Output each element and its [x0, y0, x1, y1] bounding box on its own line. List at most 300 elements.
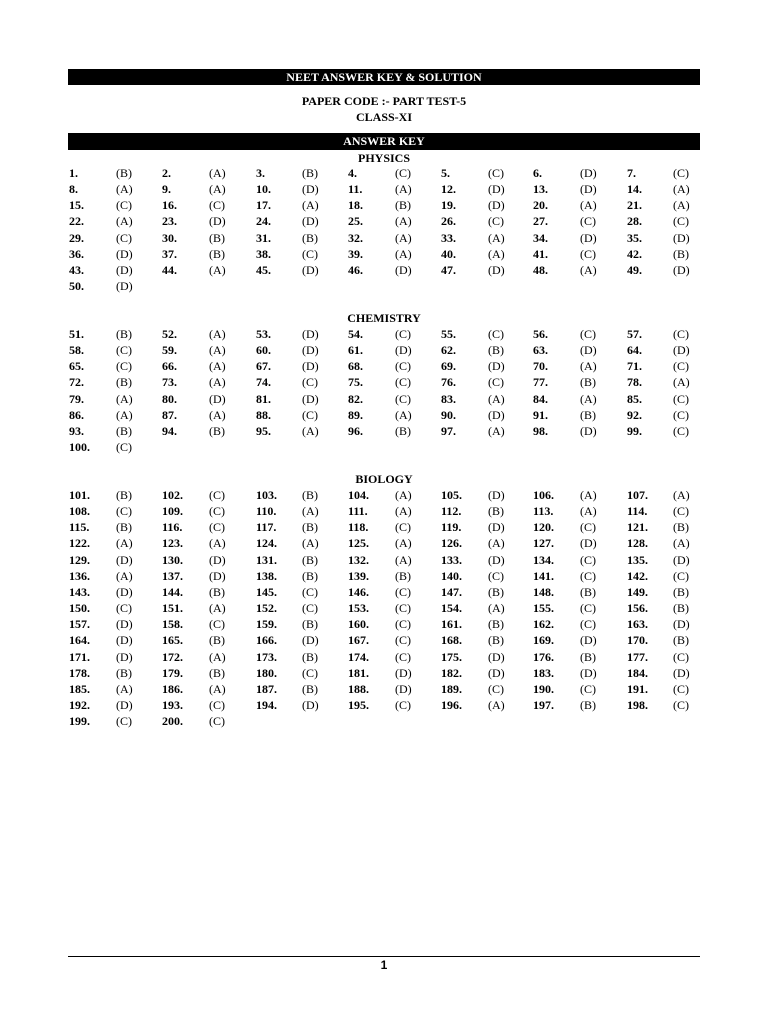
question-number: 130. — [162, 552, 183, 567]
answer-option: (C) — [302, 584, 318, 599]
answer-option: (D) — [209, 214, 226, 229]
answer-option: (A) — [580, 262, 597, 277]
question-number: 126. — [441, 536, 462, 551]
answer-option: (B) — [302, 568, 318, 583]
answer-option: (C) — [673, 681, 689, 696]
question-number: 49. — [627, 262, 642, 277]
question-number: 83. — [441, 391, 456, 406]
answer-option: (A) — [209, 649, 226, 664]
answer-option: (D) — [302, 697, 319, 712]
answer-option: (B) — [209, 230, 225, 245]
question-number: 51. — [69, 327, 84, 341]
question-number: 111. — [348, 504, 368, 519]
question-number: 91. — [533, 407, 548, 422]
question-number: 106. — [533, 488, 554, 502]
question-number: 112. — [441, 504, 462, 519]
answer-option: (A) — [209, 343, 226, 358]
answer-option: (D) — [488, 665, 505, 680]
answer-option: (A) — [116, 681, 133, 696]
question-number: 61. — [348, 343, 363, 358]
question-number: 149. — [627, 584, 648, 599]
question-number: 161. — [441, 617, 462, 632]
question-number: 24. — [256, 214, 271, 229]
question-number: 173. — [256, 649, 277, 664]
answer-option: (A) — [395, 407, 412, 422]
answer-option: (B) — [302, 681, 318, 696]
question-number: 23. — [162, 214, 177, 229]
question-number: 13. — [533, 182, 548, 197]
question-number: 38. — [256, 246, 271, 261]
question-number: 34. — [533, 230, 548, 245]
answer-option: (A) — [673, 536, 690, 551]
question-number: 150. — [69, 601, 90, 616]
question-number: 5. — [441, 166, 450, 180]
question-number: 192. — [69, 697, 90, 712]
question-number: 180. — [256, 665, 277, 680]
section-title-chemistry: CHEMISTRY — [347, 311, 421, 325]
answer-option: (C) — [673, 504, 689, 519]
answer-option: (B) — [580, 584, 596, 599]
question-number: 119. — [441, 520, 462, 535]
answer-option: (B) — [580, 697, 596, 712]
answer-option: (C) — [673, 649, 689, 664]
answer-option: (A) — [209, 166, 226, 180]
question-number: 36. — [69, 246, 84, 261]
answer-option: (D) — [209, 568, 226, 583]
question-number: 47. — [441, 262, 456, 277]
answer-option: (C) — [673, 166, 689, 180]
question-number: 8. — [69, 182, 78, 197]
answer-option: (D) — [302, 327, 319, 341]
answer-option: (B) — [395, 568, 411, 583]
question-number: 80. — [162, 391, 177, 406]
answer-option: (D) — [395, 262, 412, 277]
question-number: 132. — [348, 552, 369, 567]
answer-option: (C) — [302, 246, 318, 261]
answer-option: (C) — [580, 327, 596, 341]
question-number: 193. — [162, 697, 183, 712]
answer-option: (C) — [580, 246, 596, 261]
question-number: 78. — [627, 375, 642, 390]
question-number: 74. — [256, 375, 271, 390]
answer-option: (A) — [116, 391, 133, 406]
answer-option: (C) — [395, 584, 411, 599]
question-number: 163. — [627, 617, 648, 632]
answer-option: (B) — [116, 423, 132, 438]
question-number: 14. — [627, 182, 642, 197]
answer-option: (D) — [302, 182, 319, 197]
question-number: 148. — [533, 584, 554, 599]
answer-option: (D) — [488, 552, 505, 567]
answer-option: (A) — [209, 601, 226, 616]
answer-option: (C) — [395, 166, 411, 180]
question-number: 86. — [69, 407, 84, 422]
question-number: 54. — [348, 327, 363, 341]
question-number: 45. — [256, 262, 271, 277]
answer-option: (A) — [395, 536, 412, 551]
answer-option: (C) — [673, 359, 689, 374]
answer-option: (C) — [488, 214, 504, 229]
question-number: 137. — [162, 568, 183, 583]
question-number: 56. — [533, 327, 548, 341]
answer-option: (D) — [116, 279, 133, 294]
answer-option: (D) — [209, 552, 226, 567]
answer-option: (D) — [580, 633, 597, 648]
question-number: 117. — [256, 520, 277, 535]
answer-option: (C) — [116, 601, 132, 616]
answer-option: (A) — [116, 536, 133, 551]
question-number: 6. — [533, 166, 542, 180]
question-number: 87. — [162, 407, 177, 422]
answer-option: (A) — [673, 375, 690, 390]
question-number: 115. — [69, 520, 90, 535]
answer-option: (D) — [673, 262, 690, 277]
answer-option: (A) — [302, 423, 319, 438]
answer-option: (D) — [580, 343, 597, 358]
question-number: 165. — [162, 633, 183, 648]
question-number: 159. — [256, 617, 277, 632]
answer-option: (D) — [209, 391, 226, 406]
question-number: 196. — [441, 697, 462, 712]
question-number: 177. — [627, 649, 648, 664]
answer-option: (C) — [488, 681, 504, 696]
question-number: 84. — [533, 391, 548, 406]
answer-option: (D) — [302, 262, 319, 277]
answer-option: (C) — [116, 440, 132, 455]
answer-option: (C) — [673, 327, 689, 341]
answer-option: (D) — [488, 359, 505, 374]
answer-option: (D) — [673, 665, 690, 680]
question-number: 182. — [441, 665, 462, 680]
answer-option: (A) — [488, 230, 505, 245]
question-number: 96. — [348, 423, 363, 438]
answer-option: (A) — [116, 407, 133, 422]
question-number: 157. — [69, 617, 90, 632]
question-number: 40. — [441, 246, 456, 261]
question-number: 188. — [348, 681, 369, 696]
question-number: 97. — [441, 423, 456, 438]
answer-option: (C) — [580, 214, 596, 229]
question-number: 35. — [627, 230, 642, 245]
answer-option: (D) — [488, 488, 505, 502]
answer-option: (D) — [116, 649, 133, 664]
paper-code: PAPER CODE :- PART TEST-5 — [301, 94, 467, 108]
answer-option: (C) — [580, 568, 596, 583]
answer-option: (A) — [395, 552, 412, 567]
answer-option: (D) — [116, 246, 133, 261]
question-number: 198. — [627, 697, 648, 712]
answer-option: (B) — [673, 246, 689, 261]
question-number: 116. — [162, 520, 183, 535]
answer-option: (B) — [302, 617, 318, 632]
answer-option: (C) — [673, 407, 689, 422]
answer-option: (B) — [116, 488, 132, 502]
answer-option: (B) — [580, 375, 596, 390]
question-number: 160. — [348, 617, 369, 632]
question-number: 22. — [69, 214, 84, 229]
question-number: 70. — [533, 359, 548, 374]
answer-option: (A) — [302, 504, 319, 519]
question-number: 11. — [348, 182, 363, 197]
answer-option: (D) — [488, 198, 505, 213]
answer-option: (C) — [395, 391, 411, 406]
answer-option: (C) — [580, 681, 596, 696]
question-number: 125. — [348, 536, 369, 551]
answer-option: (A) — [488, 246, 505, 261]
question-number: 67. — [256, 359, 271, 374]
question-number: 107. — [627, 488, 648, 502]
answer-option: (A) — [302, 198, 319, 213]
answer-option: (C) — [116, 359, 132, 374]
answer-option: (B) — [673, 584, 689, 599]
answer-option: (C) — [395, 617, 411, 632]
question-number: 124. — [256, 536, 277, 551]
answer-option: (B) — [488, 343, 504, 358]
question-number: 65. — [69, 359, 84, 374]
answer-option: (D) — [302, 391, 319, 406]
question-number: 155. — [533, 601, 554, 616]
answer-option: (B) — [116, 166, 132, 180]
question-number: 141. — [533, 568, 554, 583]
question-number: 100. — [69, 440, 90, 455]
question-number: 58. — [69, 343, 84, 358]
question-number: 127. — [533, 536, 554, 551]
question-number: 43. — [69, 262, 84, 277]
answer-option: (A) — [209, 359, 226, 374]
question-number: 3. — [256, 166, 265, 180]
answer-option: (D) — [580, 665, 597, 680]
answer-option: (B) — [209, 633, 225, 648]
answer-option: (C) — [673, 214, 689, 229]
question-number: 166. — [256, 633, 277, 648]
answer-option: (B) — [488, 504, 504, 519]
question-number: 118. — [348, 520, 369, 535]
answer-option: (D) — [488, 649, 505, 664]
question-number: 60. — [256, 343, 271, 358]
answer-option: (B) — [580, 649, 596, 664]
answer-option: (C) — [673, 391, 689, 406]
question-number: 9. — [162, 182, 171, 197]
question-number: 57. — [627, 327, 642, 341]
question-number: 55. — [441, 327, 456, 341]
question-number: 98. — [533, 423, 548, 438]
answer-option: (C) — [488, 568, 504, 583]
question-number: 184. — [627, 665, 648, 680]
question-number: 197. — [533, 697, 554, 712]
question-number: 46. — [348, 262, 363, 277]
question-number: 176. — [533, 649, 554, 664]
answer-option: (D) — [302, 633, 319, 648]
question-number: 27. — [533, 214, 548, 229]
question-number: 104. — [348, 488, 369, 502]
question-number: 175. — [441, 649, 462, 664]
question-number: 42. — [627, 246, 642, 261]
answer-option: (C) — [580, 617, 596, 632]
question-number: 169. — [533, 633, 554, 648]
answer-option: (C) — [116, 343, 132, 358]
answer-option: (B) — [209, 665, 225, 680]
question-number: 147. — [441, 584, 462, 599]
question-number: 158. — [162, 617, 183, 632]
answer-option: (A) — [488, 601, 505, 616]
question-number: 140. — [441, 568, 462, 583]
question-number: 171. — [69, 649, 90, 664]
answer-option: (C) — [395, 359, 411, 374]
question-number: 153. — [348, 601, 369, 616]
answer-option: (D) — [302, 343, 319, 358]
question-number: 134. — [533, 552, 554, 567]
question-number: 33. — [441, 230, 456, 245]
question-number: 28. — [627, 214, 642, 229]
answer-option: (D) — [580, 423, 597, 438]
question-number: 145. — [256, 584, 277, 599]
answer-option: (D) — [488, 182, 505, 197]
answer-option: (A) — [673, 198, 690, 213]
question-number: 63. — [533, 343, 548, 358]
section-title-biology: BIOLOGY — [355, 472, 413, 486]
answer-option: (A) — [488, 536, 505, 551]
answer-option: (A) — [673, 182, 690, 197]
answer-option: (A) — [395, 504, 412, 519]
answer-option: (C) — [209, 520, 225, 535]
answer-option: (C) — [209, 714, 225, 729]
question-number: 52. — [162, 327, 177, 341]
question-number: 29. — [69, 230, 84, 245]
question-number: 136. — [69, 568, 90, 583]
question-number: 53. — [256, 327, 271, 341]
question-number: 88. — [256, 407, 271, 422]
answer-option: (A) — [116, 568, 133, 583]
answer-option: (D) — [488, 520, 505, 535]
answer-option: (A) — [488, 423, 505, 438]
answer-option: (A) — [580, 488, 597, 502]
question-number: 41. — [533, 246, 548, 261]
answer-option: (C) — [673, 423, 689, 438]
answer-option: (C) — [209, 697, 225, 712]
answer-option: (B) — [116, 520, 132, 535]
answer-option: (C) — [488, 166, 504, 180]
answer-option: (A) — [116, 182, 133, 197]
question-number: 99. — [627, 423, 642, 438]
question-number: 109. — [162, 504, 183, 519]
question-number: 71. — [627, 359, 642, 374]
answer-option: (C) — [395, 375, 411, 390]
answer-option: (D) — [673, 617, 690, 632]
question-number: 185. — [69, 681, 90, 696]
answer-option: (C) — [116, 504, 132, 519]
answer-option: (D) — [116, 262, 133, 277]
question-number: 16. — [162, 198, 177, 213]
answer-option: (C) — [116, 198, 132, 213]
question-number: 143. — [69, 584, 90, 599]
answer-option: (C) — [209, 488, 225, 502]
answer-option: (D) — [580, 230, 597, 245]
question-number: 189. — [441, 681, 462, 696]
question-number: 195. — [348, 697, 369, 712]
answer-option: (C) — [302, 601, 318, 616]
question-number: 30. — [162, 230, 177, 245]
question-number: 114. — [627, 504, 648, 519]
question-number: 135. — [627, 552, 648, 567]
question-number: 121. — [627, 520, 648, 535]
answer-option: (A) — [302, 536, 319, 551]
answer-option: (A) — [395, 182, 412, 197]
question-number: 186. — [162, 681, 183, 696]
question-number: 178. — [69, 665, 90, 680]
answer-option: (D) — [116, 552, 133, 567]
question-number: 92. — [627, 407, 642, 422]
question-number: 90. — [441, 407, 456, 422]
question-number: 73. — [162, 375, 177, 390]
question-number: 105. — [441, 488, 462, 502]
answer-option: (B) — [302, 520, 318, 535]
question-number: 183. — [533, 665, 554, 680]
question-number: 181. — [348, 665, 369, 680]
answer-option: (C) — [673, 568, 689, 583]
answer-option: (D) — [302, 359, 319, 374]
question-number: 64. — [627, 343, 642, 358]
question-number: 122. — [69, 536, 90, 551]
answer-option: (C) — [580, 520, 596, 535]
answer-option: (D) — [488, 262, 505, 277]
question-number: 164. — [69, 633, 90, 648]
question-number: 85. — [627, 391, 642, 406]
answer-option: (B) — [209, 246, 225, 261]
question-number: 17. — [256, 198, 271, 213]
answer-option: (D) — [116, 584, 133, 599]
question-number: 19. — [441, 198, 456, 213]
answer-option: (D) — [488, 407, 505, 422]
answer-option: (D) — [116, 617, 133, 632]
question-number: 191. — [627, 681, 648, 696]
answer-option: (A) — [395, 246, 412, 261]
answer-option: (B) — [302, 649, 318, 664]
question-number: 82. — [348, 391, 363, 406]
answer-option: (C) — [673, 697, 689, 712]
answer-option: (C) — [395, 697, 411, 712]
answer-option: (A) — [116, 214, 133, 229]
answer-option: (A) — [488, 697, 505, 712]
answer-option: (A) — [673, 488, 690, 502]
question-number: 101. — [69, 488, 90, 502]
question-number: 26. — [441, 214, 456, 229]
question-number: 139. — [348, 568, 369, 583]
answer-option: (B) — [488, 633, 504, 648]
question-number: 128. — [627, 536, 648, 551]
question-number: 93. — [69, 423, 84, 438]
answer-option: (B) — [209, 423, 225, 438]
answer-option: (D) — [116, 633, 133, 648]
answer-option: (B) — [580, 407, 596, 422]
question-number: 102. — [162, 488, 183, 502]
answer-option: (B) — [673, 520, 689, 535]
answer-option: (A) — [209, 262, 226, 277]
answer-option: (A) — [395, 230, 412, 245]
question-number: 48. — [533, 262, 548, 277]
answer-option: (B) — [673, 601, 689, 616]
question-number: 190. — [533, 681, 554, 696]
answer-option: (B) — [116, 327, 132, 341]
answer-option: (D) — [302, 214, 319, 229]
question-number: 167. — [348, 633, 369, 648]
answer-option: (A) — [395, 488, 412, 502]
answer-option: (D) — [116, 697, 133, 712]
answer-option: (B) — [302, 230, 318, 245]
question-number: 194. — [256, 697, 277, 712]
answer-option: (A) — [209, 536, 226, 551]
question-number: 170. — [627, 633, 648, 648]
question-number: 95. — [256, 423, 271, 438]
